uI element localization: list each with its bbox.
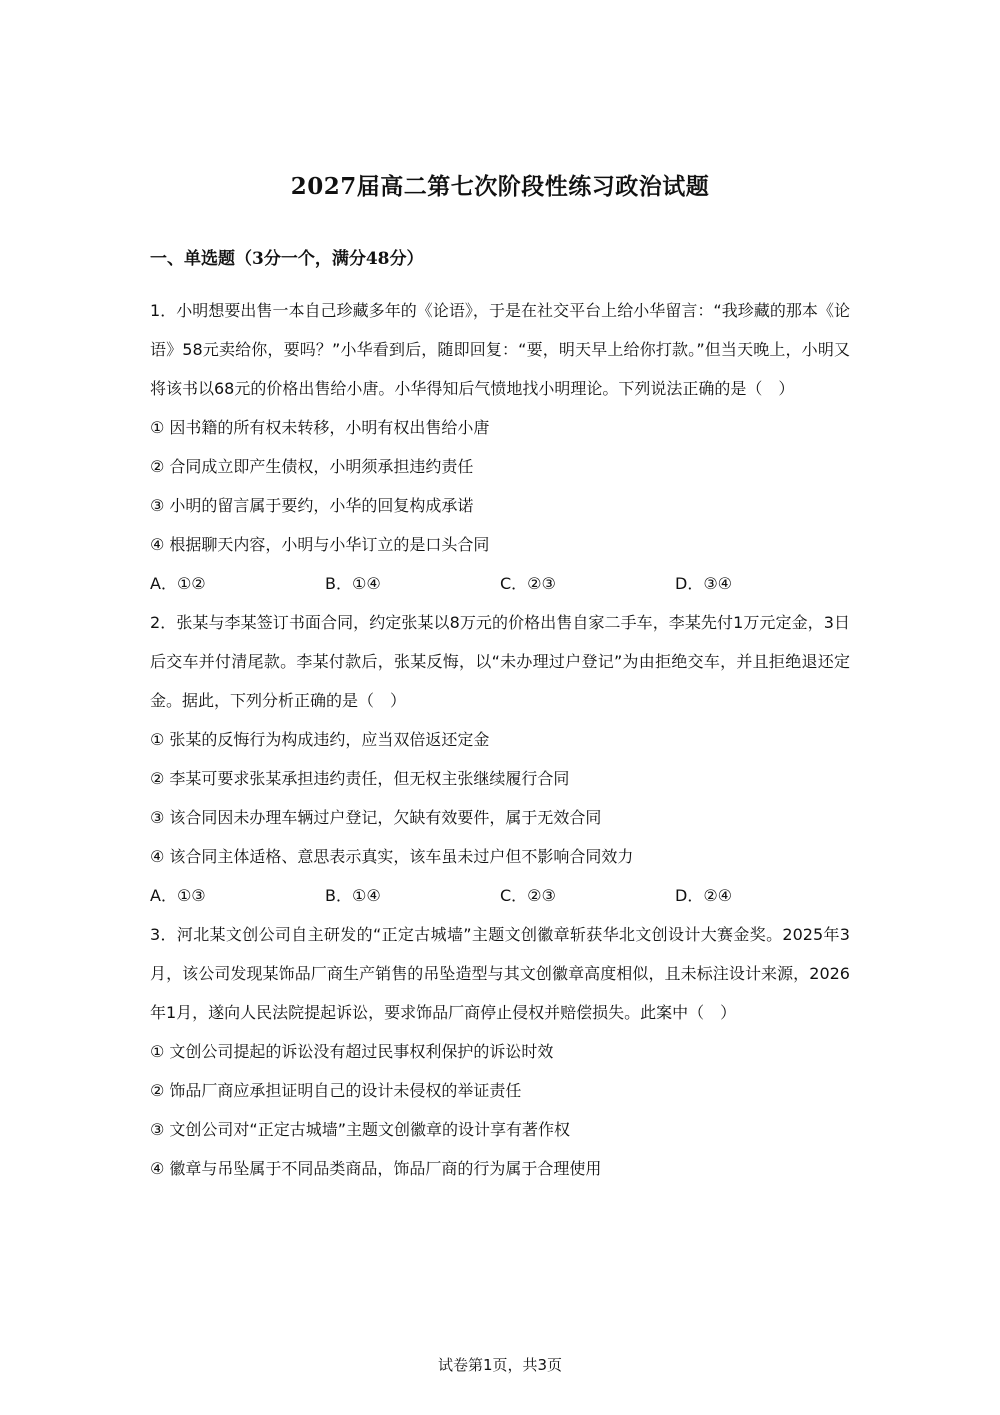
answer-choices: [150, 564, 850, 603]
choice-c: C．②③: [500, 574, 556, 593]
answer-choices: [150, 876, 850, 915]
question-stem: 3．河北某文创公司自主研发的“正定古城墙”主题文创徽章斩获华北文创设计大赛金奖。2025年3月，该公司发现某饰品厂商生产销售的吊坠造型与其文创徽章高度相似，且未标注设计来源，2026年1月，遂向人民法院提起诉讼，要求饰品厂商停止侵权并赔偿损失。此案中（ ）: [150, 925, 850, 1022]
question-list: [150, 291, 850, 1188]
choice-b: B．①④: [325, 574, 381, 593]
choice-a: A．①③: [150, 886, 206, 905]
statement-option: ④ 徽章与吊坠属于不同品类商品，饰品厂商的行为属于合理使用: [150, 1159, 602, 1178]
question-1: [150, 291, 850, 603]
statement-option: ③ 小明的留言属于要约，小华的回复构成承诺: [150, 496, 474, 515]
question-3: [150, 915, 850, 1188]
page-title: 2027届高二第七次阶段性练习政治试题: [290, 173, 710, 200]
choice-c: C．②③: [500, 886, 556, 905]
section-heading: 一、单选题（3分一个，满分48分）: [150, 249, 424, 269]
question-2: [150, 603, 850, 915]
choice-a: A．①②: [150, 574, 206, 593]
statement-option: ③ 该合同因未办理车辆过户登记，欠缺有效要件，属于无效合同: [150, 808, 602, 827]
statement-option: ② 饰品厂商应承担证明自己的设计未侵权的举证责任: [150, 1081, 522, 1100]
statement-option: ② 李某可要求张某承担违约责任，但无权主张继续履行合同: [150, 769, 570, 788]
question-stem: 2．张某与李某签订书面合同，约定张某以8万元的价格出售自家二手车，李某先付1万元定金，3日后交车并付清尾款。李某付款后，张某反悔，以“未办理过户登记”为由拒绝交车，并且拒绝退还定金。据此，下列分析正确的是（ ）: [150, 613, 850, 710]
statement-option: ① 张某的反悔行为构成违约，应当双倍返还定金: [150, 730, 490, 749]
page-footer: 试卷第1页，共3页: [437, 1356, 563, 1374]
choice-b: B．①④: [325, 886, 381, 905]
statement-option: ① 文创公司提起的诉讼没有超过民事权利保护的诉讼时效: [150, 1042, 554, 1061]
question-stem: 1．小明想要出售一本自己珍藏多年的《论语》，于是在社交平台上给小华留言：“我珍藏的那本《论语》58元卖给你，要吗？”小华看到后，随即回复：“要，明天早上给你打款。”但当天晚上，小明又将该书以68元的价格出售给小唐。小华得知后气愤地找小明理论。下列说法正确的是（ ）: [150, 301, 850, 398]
statement-option: ④ 根据聊天内容，小明与小华订立的是口头合同: [150, 535, 490, 554]
statement-option: ② 合同成立即产生债权，小明须承担违约责任: [150, 457, 474, 476]
statement-option: ① 因书籍的所有权未转移，小明有权出售给小唐: [150, 418, 490, 437]
choice-d: D．②④: [675, 886, 733, 905]
statement-option: ④ 该合同主体适格、意思表示真实，该车虽未过户但不影响合同效力: [150, 847, 634, 866]
statement-option: ③ 文创公司对“正定古城墙”主题文创徽章的设计享有著作权: [150, 1120, 571, 1139]
choice-d: D．③④: [675, 574, 733, 593]
